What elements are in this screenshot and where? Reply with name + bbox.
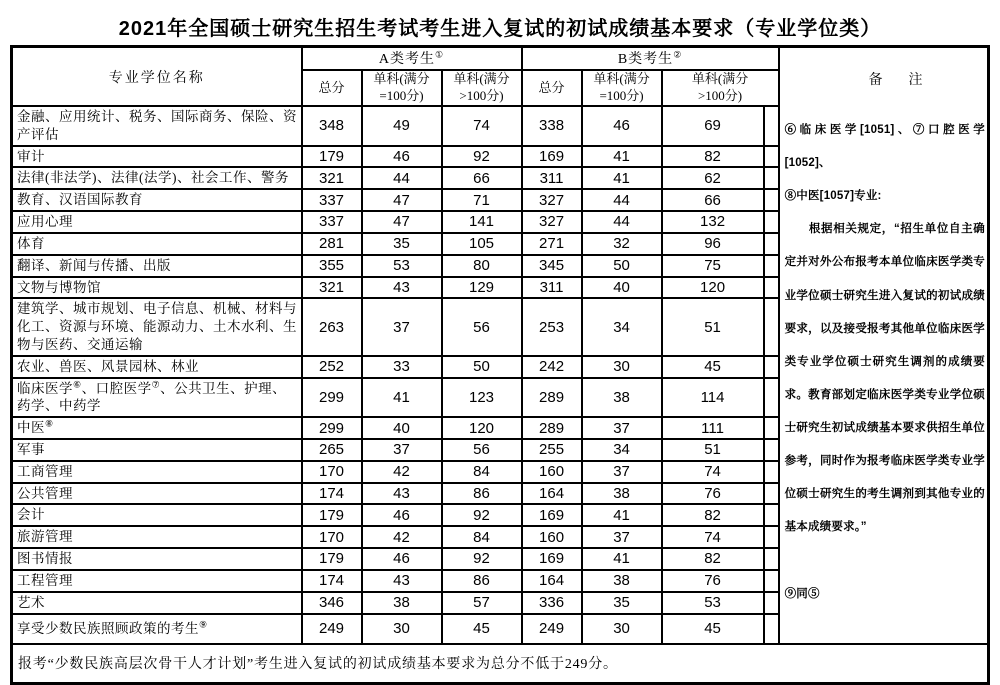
score-cell: 43 (362, 277, 442, 299)
score-cell: 38 (582, 483, 662, 505)
score-cell: 30 (362, 614, 442, 644)
score-cell: 74 (662, 526, 764, 548)
score-cell: 299 (302, 417, 362, 439)
score-cell: 38 (582, 378, 662, 418)
degree-name-cell: 建筑学、城市规划、电子信息、机械、材料与化工、资源与环境、能源动力、土木水利、生物与医药、交通运输 (12, 298, 302, 355)
score-cell: 41 (582, 146, 662, 168)
score-cell: 289 (522, 378, 582, 418)
degree-name-cell: 法律(非法学)、法律(法学)、社会工作、警务 (12, 167, 302, 189)
degree-name-cell: 工程管理 (12, 570, 302, 592)
score-cell: 56 (442, 439, 522, 461)
score-cell: 338 (522, 106, 582, 146)
score-cell: 120 (442, 417, 522, 439)
degree-name-cell: 公共管理 (12, 483, 302, 505)
spacer-cell (764, 277, 779, 299)
score-cell: 179 (302, 146, 362, 168)
degree-name-cell: 享受少数民族照顾政策的考生⑨ (12, 614, 302, 644)
score-cell: 76 (662, 483, 764, 505)
degree-name-cell: 应用心理 (12, 211, 302, 233)
score-cell: 345 (522, 255, 582, 277)
score-cell: 41 (582, 167, 662, 189)
score-cell: 84 (442, 461, 522, 483)
spacer-cell (764, 146, 779, 168)
score-cell: 62 (662, 167, 764, 189)
spacer-cell (764, 417, 779, 439)
score-cell: 66 (442, 167, 522, 189)
score-cell: 66 (662, 189, 764, 211)
score-cell: 321 (302, 277, 362, 299)
score-cell: 41 (582, 548, 662, 570)
score-cell: 164 (522, 483, 582, 505)
score-cell: 327 (522, 211, 582, 233)
spacer-cell (764, 570, 779, 592)
score-cell: 38 (582, 570, 662, 592)
score-cell: 92 (442, 504, 522, 526)
degree-name-cell: 农业、兽医、风景园林、林业 (12, 356, 302, 378)
score-cell: 179 (302, 504, 362, 526)
score-cell: 281 (302, 233, 362, 255)
score-cell: 71 (442, 189, 522, 211)
score-cell: 174 (302, 570, 362, 592)
score-cell: 51 (662, 439, 764, 461)
spacer-cell (764, 526, 779, 548)
spacer-cell (764, 439, 779, 461)
column-header-b-single-gt100: 单科(满分 >100分) (662, 70, 779, 106)
spacer-cell (764, 614, 779, 644)
score-cell: 299 (302, 378, 362, 418)
spacer-cell (764, 356, 779, 378)
score-cell: 346 (302, 592, 362, 614)
score-cell: 82 (662, 548, 764, 570)
score-cell: 46 (362, 146, 442, 168)
score-cell: 265 (302, 439, 362, 461)
score-cell: 348 (302, 106, 362, 146)
degree-name-cell: 会计 (12, 504, 302, 526)
score-cell: 132 (662, 211, 764, 233)
score-cell: 169 (522, 504, 582, 526)
spacer-cell (764, 167, 779, 189)
score-cell: 38 (362, 592, 442, 614)
score-cell: 40 (362, 417, 442, 439)
score-cell: 46 (362, 504, 442, 526)
score-cell: 44 (362, 167, 442, 189)
group-b-footnote-mark: ② (673, 49, 683, 60)
score-cell: 170 (302, 526, 362, 548)
spacer-cell (764, 233, 779, 255)
score-cell: 355 (302, 255, 362, 277)
column-header-remarks: 备 注 (868, 72, 929, 88)
score-cell: 80 (442, 255, 522, 277)
score-cell: 114 (662, 378, 764, 418)
column-header-a-total: 总分 (302, 70, 362, 106)
column-group-a (302, 47, 522, 71)
score-cell: 252 (302, 356, 362, 378)
score-cell: 169 (522, 548, 582, 570)
score-cell: 160 (522, 526, 582, 548)
score-cell: 160 (522, 461, 582, 483)
spacer-cell (764, 548, 779, 570)
score-cell: 249 (302, 614, 362, 644)
score-cell: 96 (662, 233, 764, 255)
spacer-cell (764, 461, 779, 483)
score-cell: 69 (662, 106, 764, 146)
degree-name-cell: 旅游管理 (12, 526, 302, 548)
score-cell: 47 (362, 189, 442, 211)
score-cell: 289 (522, 417, 582, 439)
score-cell: 321 (302, 167, 362, 189)
degree-name-cell: 图书情报 (12, 548, 302, 570)
footer-note: 报考“少数民族高层次骨干人才计划”考生进入复试的初试成绩基本要求为总分不低于249分。 (12, 644, 989, 684)
score-cell: 82 (662, 504, 764, 526)
spacer-cell (764, 106, 779, 146)
score-cell: 46 (362, 548, 442, 570)
scores-table (10, 45, 990, 685)
remark-paragraph: ⑧中医[1057]专业: (784, 190, 882, 203)
score-cell: 337 (302, 189, 362, 211)
score-cell: 43 (362, 570, 442, 592)
score-cell: 34 (582, 298, 662, 355)
score-cell: 30 (582, 614, 662, 644)
score-cell: 57 (442, 592, 522, 614)
column-header-a-single-gt100: 单科(满分 >100分) (442, 70, 522, 106)
score-cell: 53 (662, 592, 764, 614)
score-cell: 311 (522, 167, 582, 189)
degree-name-cell: 工商管理 (12, 461, 302, 483)
degree-name-cell: 艺术 (12, 592, 302, 614)
score-cell: 92 (442, 146, 522, 168)
score-cell: 92 (442, 548, 522, 570)
score-cell: 56 (442, 298, 522, 355)
remarks-cell (779, 47, 989, 644)
score-cell: 50 (442, 356, 522, 378)
score-cell: 76 (662, 570, 764, 592)
score-cell: 45 (662, 614, 764, 644)
group-a-footnote-mark: ① (435, 49, 445, 60)
score-cell: 179 (302, 548, 362, 570)
degree-name-cell: 金融、应用统计、税务、国际商务、保险、资产评估 (12, 106, 302, 146)
score-cell: 164 (522, 570, 582, 592)
score-cell: 327 (522, 189, 582, 211)
score-cell: 34 (582, 439, 662, 461)
score-cell: 249 (522, 614, 582, 644)
degree-name-cell: 文物与博物馆 (12, 277, 302, 299)
score-cell: 46 (582, 106, 662, 146)
score-cell: 42 (362, 526, 442, 548)
score-cell: 174 (302, 483, 362, 505)
score-cell: 43 (362, 483, 442, 505)
header-row-groups (12, 47, 989, 71)
score-cell: 41 (362, 378, 442, 418)
page-title: 2021年全国硕士研究生招生考试考生进入复试的初试成绩基本要求（专业学位类） (118, 18, 882, 40)
spacer-cell (764, 211, 779, 233)
spacer-cell (764, 255, 779, 277)
score-cell: 45 (442, 614, 522, 644)
spacer-cell (764, 298, 779, 355)
score-cell: 51 (662, 298, 764, 355)
score-cell: 35 (582, 592, 662, 614)
score-cell: 41 (582, 504, 662, 526)
score-cell: 253 (522, 298, 582, 355)
score-cell: 45 (662, 356, 764, 378)
score-cell: 337 (302, 211, 362, 233)
column-header-a-single-100: 单科(满分 =100分) (362, 70, 442, 106)
score-cell: 44 (582, 189, 662, 211)
score-cell: 141 (442, 211, 522, 233)
spacer-cell (764, 483, 779, 505)
spacer-cell (764, 504, 779, 526)
score-cell: 37 (582, 417, 662, 439)
spacer-cell (764, 189, 779, 211)
degree-name-cell: 临床医学⑥、口腔医学⑦、公共卫生、护理、药学、中药学 (12, 378, 302, 418)
score-cell: 47 (362, 211, 442, 233)
degree-name-cell: 中医⑧ (12, 417, 302, 439)
score-cell: 120 (662, 277, 764, 299)
score-cell: 74 (662, 461, 764, 483)
score-cell: 111 (662, 417, 764, 439)
degree-name-cell: 教育、汉语国际教育 (12, 189, 302, 211)
column-group-b (522, 47, 779, 71)
degree-name-cell: 军事 (12, 439, 302, 461)
score-cell: 30 (582, 356, 662, 378)
column-header-b-single-100: 单科(满分 =100分) (582, 70, 662, 106)
score-cell: 84 (442, 526, 522, 548)
score-cell: 35 (362, 233, 442, 255)
score-cell: 271 (522, 233, 582, 255)
table-body (12, 47, 989, 684)
score-cell: 263 (302, 298, 362, 355)
score-cell: 336 (522, 592, 582, 614)
score-cell: 32 (582, 233, 662, 255)
footer-row (12, 644, 989, 684)
spacer-cell (764, 378, 779, 418)
score-cell: 42 (362, 461, 442, 483)
group-a-label: A类考生 (378, 52, 436, 67)
score-cell: 86 (442, 483, 522, 505)
score-cell: 123 (442, 378, 522, 418)
degree-name-cell: 体育 (12, 233, 302, 255)
column-header-degree-name: 专业学位名称 (12, 47, 302, 107)
score-cell: 44 (582, 211, 662, 233)
column-header-b-total: 总分 (522, 70, 582, 106)
score-cell: 50 (582, 255, 662, 277)
score-cell: 105 (442, 233, 522, 255)
spacer-cell (764, 592, 779, 614)
score-cell: 255 (522, 439, 582, 461)
group-b-label: B类考生 (617, 52, 674, 67)
remark-paragraph: 根据相关规定，“招生单位自主确定并对外公布报考本单位临床医学类专业学位硕士研究生进入复试的初试成绩要求，以及接受报考其他单位临床医学类专业学位硕士研究生调剂的成绩要求。教育部划定临床医学类专业学位硕士研究生初试成绩基本要求供招生单位参考，同时作为报考临床医学类专业学位硕士研究生的考生调剂到其他专业的基本成绩要求。” (784, 223, 985, 534)
score-cell: 37 (582, 526, 662, 548)
score-cell: 37 (362, 298, 442, 355)
score-cell: 40 (582, 277, 662, 299)
remark-paragraph: ⑨同⑤ (784, 588, 820, 601)
score-cell: 86 (442, 570, 522, 592)
score-cell: 75 (662, 255, 764, 277)
score-cell: 129 (442, 277, 522, 299)
score-cell: 82 (662, 146, 764, 168)
score-cell: 169 (522, 146, 582, 168)
score-cell: 37 (582, 461, 662, 483)
score-cell: 33 (362, 356, 442, 378)
remark-paragraph: ⑥临床医学[1051]、⑦口腔医学[1052]、 (784, 124, 985, 170)
degree-name-cell: 审计 (12, 146, 302, 168)
score-cell: 74 (442, 106, 522, 146)
remarks-text (785, 114, 985, 612)
score-cell: 53 (362, 255, 442, 277)
score-cell: 311 (522, 277, 582, 299)
score-cell: 49 (362, 106, 442, 146)
score-cell: 37 (362, 439, 442, 461)
degree-name-cell: 翻译、新闻与传播、出版 (12, 255, 302, 277)
score-cell: 242 (522, 356, 582, 378)
score-cell: 170 (302, 461, 362, 483)
